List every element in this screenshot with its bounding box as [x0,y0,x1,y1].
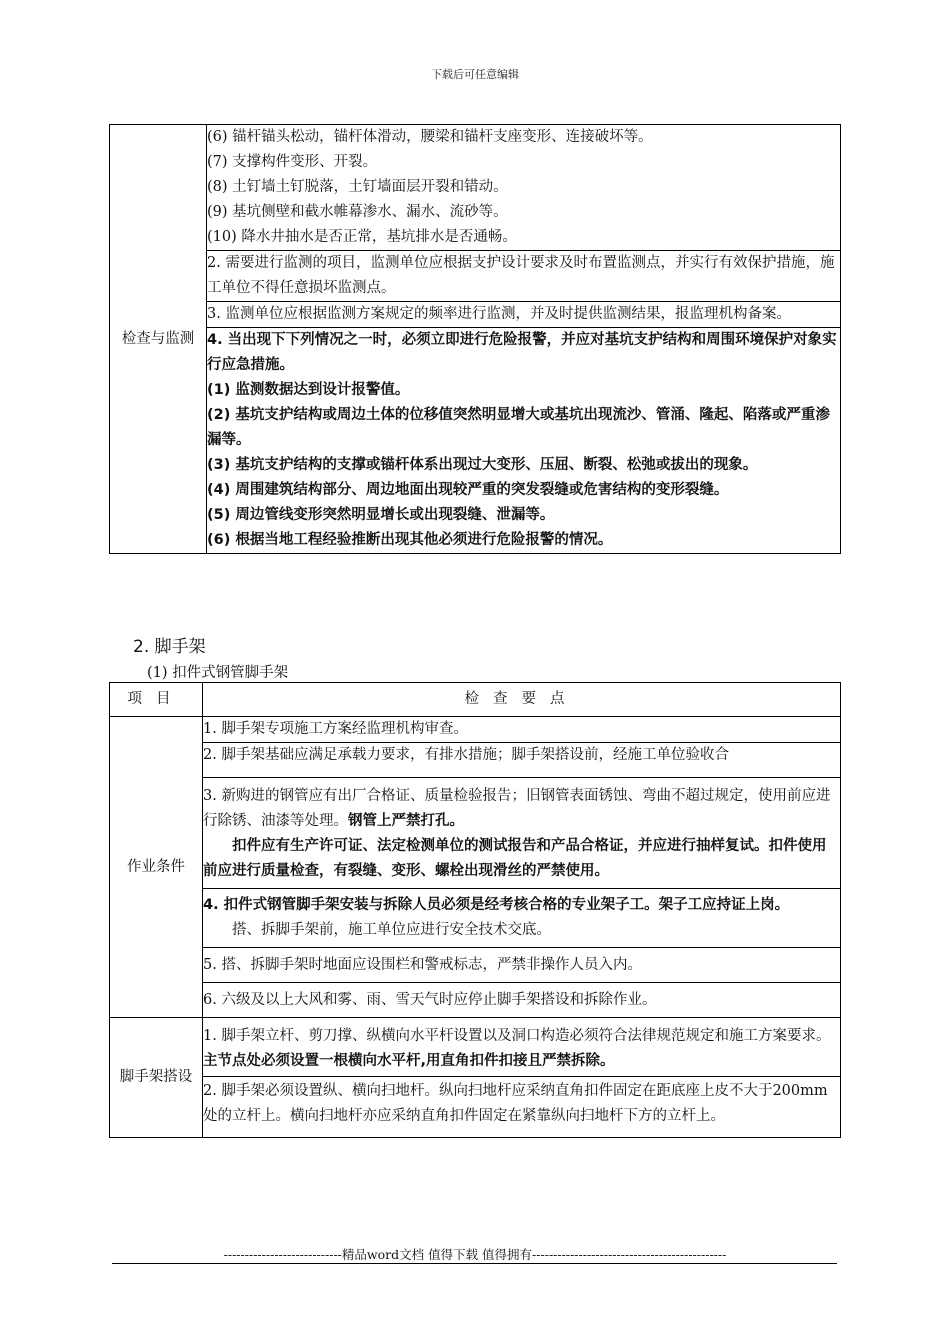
list-item: (5) 周边管线变形突然明显增长或出现裂缝、泄漏等。 [207,507,555,523]
conditions-cell-4 [203,889,841,948]
list-item: (7) 支撑构件变形、开裂。 [207,154,378,170]
page-footer: ----------------------------精品word文档 值得下载 值得拥有---------------------------------------------- [223,1247,727,1262]
erection-cell-2: 2. 脚手架必须设置纵、横向扫地杆。纵向扫地杆应采纳直角扣件固定在距底座上皮不大于200mm处的立杆上。横向扫地杆亦应采纳直角扣件固定在紧靠纵向扫地杆下方的立杆上。 [203,1077,841,1138]
footer-rule [112,1263,837,1264]
page-header: 下载后可任意编辑 [431,68,519,81]
header-item: 项目 [110,683,203,717]
cell-text-bold: 4. 扣件式钢管脚手架安装与拆除人员必须是经考核合格的专业架子工。架子工应持证上岗。 [203,897,790,913]
cell-text-bold: 钢管上严禁打孔。 [348,813,464,829]
scaffold-table [109,682,841,1138]
conditions-cell-1: 1. 脚手架专项施工方案经监理机构审查。 [203,717,841,743]
monitoring-cell-1 [207,125,841,251]
list-item: (4) 周围建筑结构部分、周边地面出现较严重的突发裂缝或危害结构的变形裂缝。 [207,482,729,498]
row-label-conditions: 作业条件 [110,717,203,1018]
list-item: (8) 土钉墙土钉脱落，土钉墙面层开裂和错动。 [207,179,508,195]
list-item: (6) 锚杆锚头松动，锚杆体滑动，腰梁和锚杆支座变形、连接破坏等。 [207,129,653,145]
header-points: 检查要点 [203,683,841,717]
cell-text: 1. 脚手架立杆、剪刀撑、纵横向水平杆设置以及洞口构造必须符合法律规范规定和施工方案要求。 [203,1028,831,1044]
conditions-cell-5: 5. 搭、拆脚手架时地面应设围栏和警戒标志，严禁非操作人员入内。 [203,948,841,983]
monitoring-cell-3: 3. 监测单位应根据监测方案规定的频率进行监测，并及时提供监测结果，报监理机构备案。 [207,302,841,328]
list-item: (6) 根据当地工程经验推断出现其他必须进行危险报警的情况。 [207,532,613,548]
row-label-monitoring: 检查与监测 [110,125,207,554]
list-item: (9) 基坑侧壁和截水帷幕渗水、漏水、流砂等。 [207,204,508,220]
conditions-cell-3 [203,778,841,889]
alarm-intro: 4. 当出现下下列情况之一时，必须立即进行危险报警，并应对基坑支护结构和周围环境保护对象实行应急措施。 [207,332,837,373]
list-item: (1) 监测数据达到设计报警值。 [207,382,410,398]
sub-title: (1) 扣件式钢管脚手架 [147,665,289,681]
cell-text: 3. 新购进的钢管应有出厂合格证、质量检验报告；旧钢管表面锈蚀、弯曲不超过规定，使用前应进行除锈、油漆等处理。 [203,788,831,829]
monitoring-table [109,124,841,554]
erection-cell-1 [203,1018,841,1077]
monitoring-cell-2: 2. 需要进行监测的项目，监测单位应根据支护设计要求及时布置监测点，并实行有效保护措施，施工单位不得任意损坏监测点。 [207,251,841,302]
cell-text: 搭、拆脚手架前，施工单位应进行安全技术交底。 [232,922,551,938]
cell-text-bold: 主节点处必须设置一根横向水平杆,用直角扣件扣接且严禁拆除。 [203,1053,615,1069]
conditions-cell-2: 2. 脚手架基础应满足承载力要求，有排水措施；脚手架搭设前，经施工单位验收合 [203,743,841,778]
section-title: 2. 脚手架 [133,637,206,657]
row-label-erection: 脚手架搭设 [110,1018,203,1138]
list-item: (10) 降水井抽水是否正常，基坑排水是否通畅。 [207,229,517,245]
monitoring-cell-4 [207,328,841,554]
conditions-cell-6: 6. 六级及以上大风和雾、雨、雪天气时应停止脚手架搭设和拆除作业。 [203,983,841,1018]
cell-text-bold: 扣件应有生产许可证、法定检测单位的测试报告和产品合格证，并应进行抽样复试。扣件使用前应进行质量检查，有裂缝、变形、螺栓出现滑丝的严禁使用。 [203,838,827,879]
list-item: (2) 基坑支护结构或周边土体的位移值突然明显增大或基坑出现流沙、管涌、隆起、陷落或严重渗漏等。 [207,407,830,448]
list-item: (3) 基坑支护结构的支撑或锚杆体系出现过大变形、压屈、断裂、松弛或拔出的现象。 [207,457,758,473]
